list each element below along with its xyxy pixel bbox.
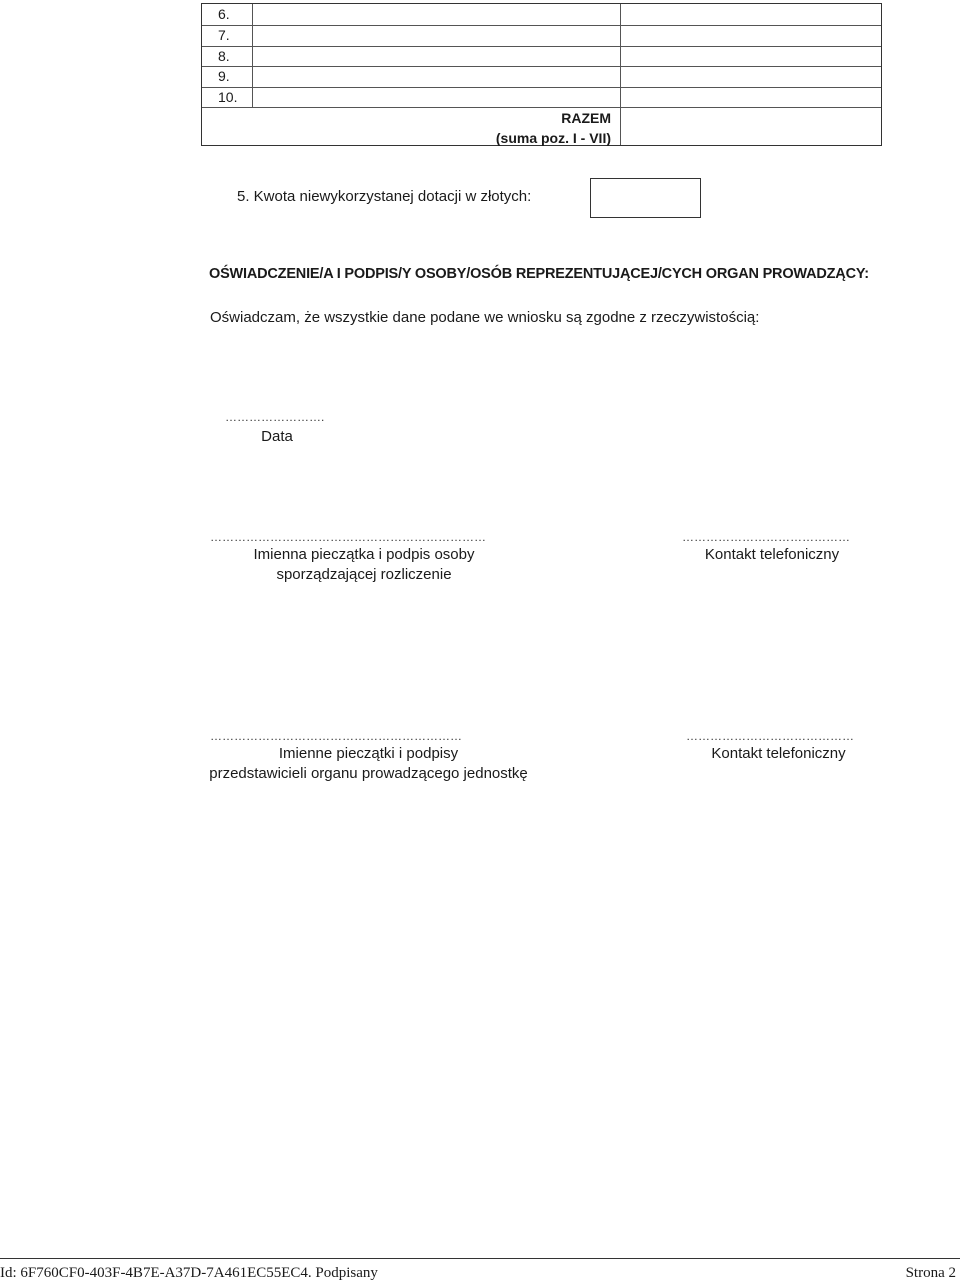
preparer-label-line1: Imienna pieczątka i podpis osoby xyxy=(253,546,475,563)
page-number: Strona 2 xyxy=(905,1265,956,1281)
unused-grant-label: 5. Kwota niewykorzystanej dotacji w złotych: xyxy=(237,188,532,205)
date-label: Data xyxy=(261,428,293,445)
row-number: 8. xyxy=(218,48,230,64)
date-signature-line: ……………………. xyxy=(225,410,325,424)
phone-label-1: Kontakt telefoniczny xyxy=(704,546,840,563)
representatives-signature-line: ……………………………………………………… xyxy=(210,729,462,743)
preparer-signature-line: …………………………………………………………… xyxy=(210,530,486,544)
preparer-label-line2: sporządzającej rozliczenie xyxy=(276,566,452,583)
row-number: 9. xyxy=(218,68,230,84)
total-label: RAZEM xyxy=(561,110,611,126)
table-row xyxy=(202,87,881,108)
footer-divider xyxy=(0,1258,960,1259)
row-number: 7. xyxy=(218,27,230,43)
unused-grant-amount-field[interactable] xyxy=(590,178,701,218)
reps-label-line1: Imienne pieczątki i podpisy xyxy=(278,745,459,762)
table-row xyxy=(202,46,881,67)
declaration-heading: OŚWIADCZENIE/A I PODPIS/Y OSOBY/OSÓB REPREZENTUJĄCEJ/CYCH ORGAN PROWADZĄCY: xyxy=(209,266,869,282)
preparer-signature-label xyxy=(214,545,514,585)
table-row xyxy=(202,4,881,26)
summary-table xyxy=(201,3,882,146)
declaration-statement: Oświadczam, że wszystkie dane podane we wniosku są zgodne z rzeczywistością: xyxy=(210,309,760,326)
row-number: 10. xyxy=(218,89,238,105)
total-sublabel: (suma poz. I - VII) xyxy=(495,130,611,146)
reps-label-line2: przedstawicieli organu prowadzącego jednostkę xyxy=(209,765,528,782)
phone-line-1: …………………………………… xyxy=(682,530,850,544)
phone-line-2: …………………………………… xyxy=(686,729,854,743)
table-row xyxy=(202,25,881,47)
document-id: Id: 6F760CF0-403F-4B7E-A37D-7A461EC55EC4. Podpisany xyxy=(0,1265,378,1281)
representatives-signature-label xyxy=(196,744,541,784)
row-number: 6. xyxy=(218,6,230,22)
total-row-label xyxy=(496,108,611,148)
phone-label-2: Kontakt telefoniczny xyxy=(711,745,846,762)
table-row xyxy=(202,66,881,88)
